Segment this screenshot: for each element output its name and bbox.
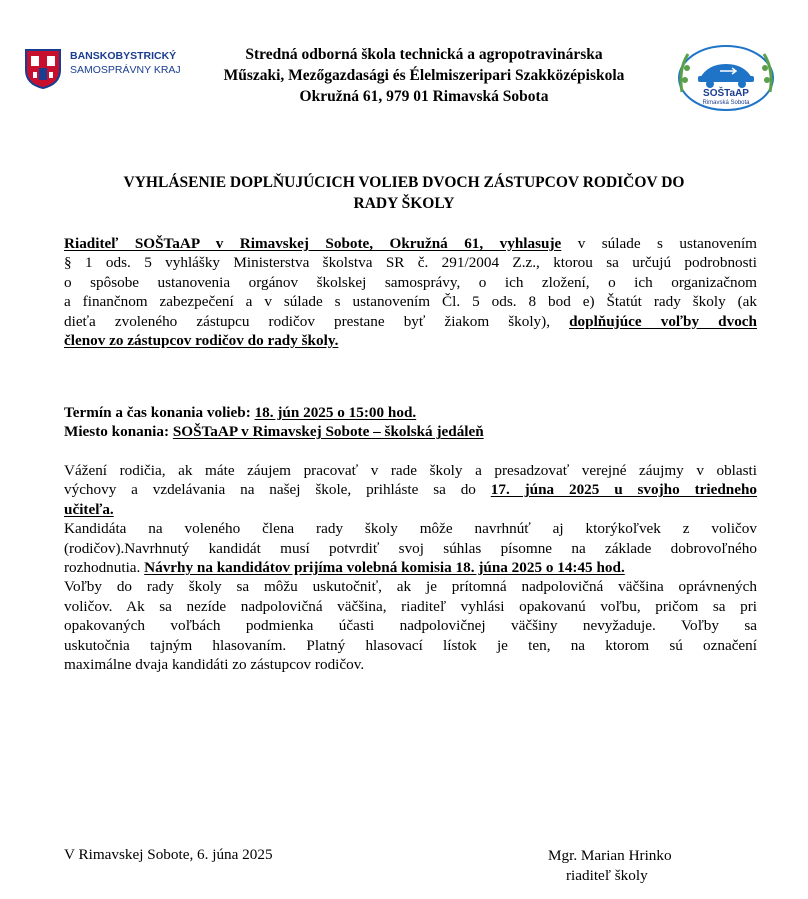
body-line10: uskutočnia tajným hlasovaním. Platný hlasovací lístok je ten, na ktorom sú označení [64,636,757,654]
body-line8: voličov. Ak sa nezíde nadpolovičná väčšina, riaditeľ vyhlási opakovanú voľbu, pričom sa pri [64,597,757,615]
school-name-hu: Műszaki, Mezőgazdasági és Élelmiszeripari Szakközépiskola [223,67,625,84]
sostaap-logo-city: Rimavská Sobota [702,100,750,106]
intro-paragraph [64,234,757,350]
election-place-label: Miesto konania: [64,423,173,441]
signature-block [548,846,672,886]
intro-line6: členov zo zástupcov rodičov do rady školy. [64,332,339,350]
body-line5: (rodičov).Navrhnutý kandidát musí potvrdiť svoj súhlas písomne na základe dobrovoľného [64,539,757,557]
body-line4: Kandidáta na voleného člena rady školy môže navrhnúť aj ktorýkoľvek z voličov [64,520,757,538]
bbsk-logo-text [70,49,181,77]
announcement-title [40,172,768,214]
place-date: V Rimavskej Sobote, 6. júna 2025 [64,846,273,863]
school-address: Okružná 61, 979 01 Rimavská Sobota [299,88,549,105]
intro-line4: a finančnom zabezpečení a v súlade s ustanovením Čl. 5 ods. 8 bod e) Štatút rady školy (ak [64,293,757,311]
school-name-sk: Stredná odborná škola technická a agropotravinárska [245,46,603,63]
body-line3: učiteľa. [64,500,114,518]
bbsk-line2: SAMOSPRÁVNY KRAJ [70,64,181,76]
intro-line3: o spôsobe ustanovenia orgánov školskej samosprávy, o ich zložení, o ich organizačnom [64,273,757,291]
body-l2-plain: výchovy a vzdelávania na našej škole, prihláste sa do [64,481,491,499]
intro-line1 [64,234,757,253]
body-line1: Vážení rodičia, ak máte záujem pracovať v rade školy a presadzovať verejné záujmy v oblasti [64,462,757,479]
bbsk-line1: BANSKOBYSTRICKÝ [70,50,177,62]
bbsk-coat-of-arms-icon [22,46,64,90]
sostaap-logo-name: SOŠTaAP [703,88,749,99]
election-place-value: SOŠTaAP v Rimavskej Sobote – školská jedáleň [172,423,484,441]
intro-line5 [64,312,757,331]
election-date-label: Termín a čas konania volieb: [64,404,255,421]
election-date [64,403,757,422]
body-line9: opakovaných voľbách podmienka účasti nadpolovičnej väčšiny nevyžaduje. Voľby sa [64,617,757,635]
body-line6 [64,558,757,577]
body-paragraph [64,461,757,674]
body-line2 [64,480,757,499]
body-l2-emph: 17. júna 2025 u svojho triedneho [490,481,758,499]
intro-lead: Riaditeľ SOŠTaAP v Rimavskej Sobote, Okružná 61, vyhlasuje [64,235,562,252]
election-place [64,422,757,441]
body-line7: Voľby do rady školy sa môžu uskutočniť, ak je prítomná nadpolovičná väčšina oprávnených [64,578,757,596]
intro-l5-plain: dieťa zvoleného zástupcu rodičov prestane byť žiakom školy), [64,312,570,330]
signer-role: riaditeľ školy [566,867,648,884]
intro-line2: § 1 ods. 5 vyhlášky Ministerstva školstva SR č. 291/2004 Z.z., ktorou sa určujú podrobnosti [64,254,757,272]
sostaap-logo [674,40,778,116]
school-header [190,44,658,107]
signer-name: Mgr. Marian Hrinko [548,847,672,864]
body-line11: maximálne dvaja kandidáti zo zástupcov rodičov. [64,656,365,674]
title-line2: RADY ŠKOLY [353,195,455,212]
body-l6-emph: Návrhy na kandidátov prijíma volebná komisia 18. júna 2025 o 14:45 hod. [144,559,625,577]
intro-l1-rest: v súlade s ustanovením [561,235,758,252]
election-date-value: 18. jún 2025 o 15:00 hod. [254,404,417,421]
body-l6-plain: rozhodnutia. [64,559,145,577]
election-info [64,403,757,442]
intro-l5-emph: doplňujúce voľby dvoch [569,312,757,330]
title-line1: VYHLÁSENIE DOPLŇUJÚCICH VOLIEB DVOCH ZÁSTUPCOV RODIČOV DO [123,174,685,191]
